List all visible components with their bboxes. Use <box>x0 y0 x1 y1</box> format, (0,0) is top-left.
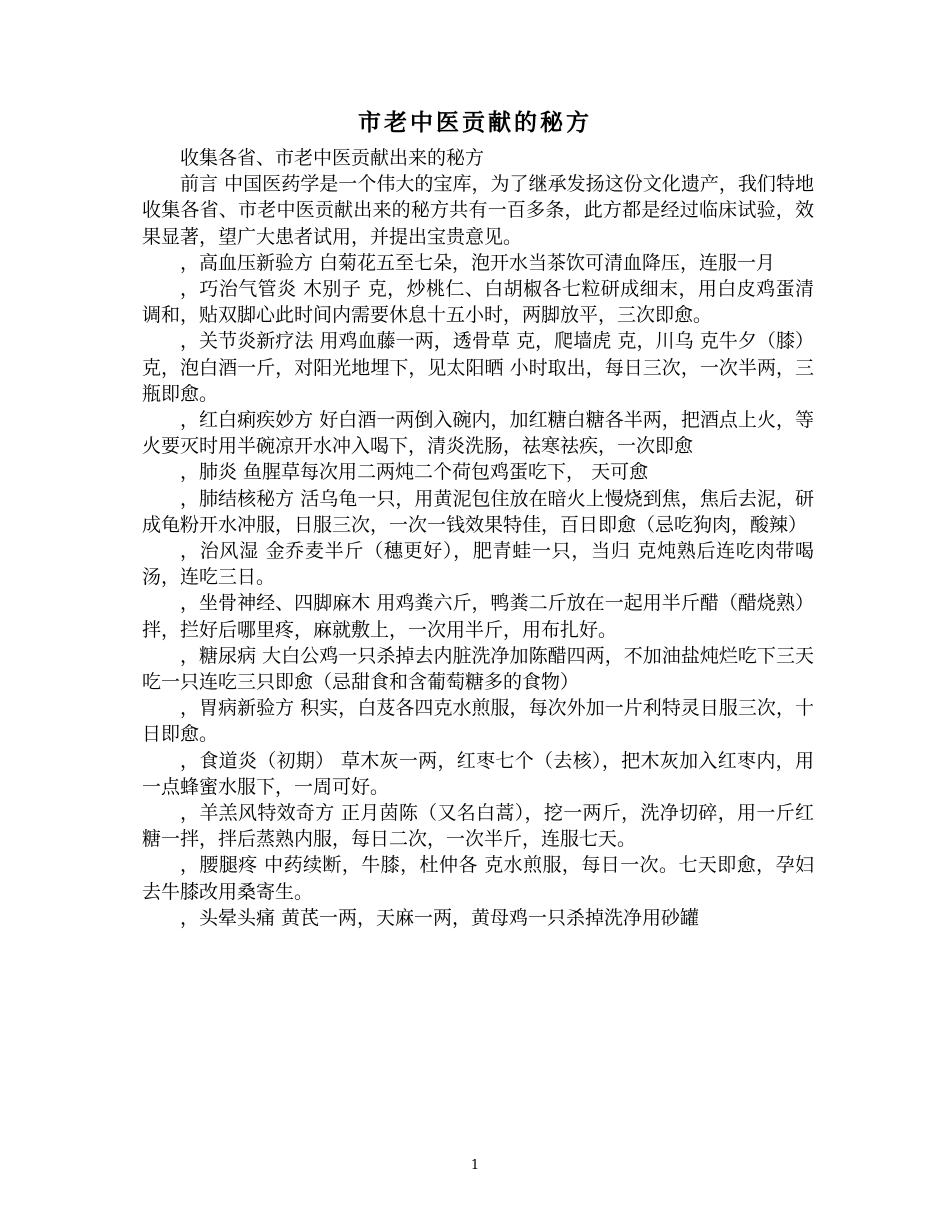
paragraph: ，巧治气管炎 木别子 克，炒桃仁、白胡椒各七粒研成细末，用白皮鸡蛋清调和，贴双脚心此时间内需要休息十五小时，两脚放平，三次即愈。 <box>142 278 814 327</box>
paragraph: ，羊羔风特效奇方 正月茵陈（又名白蒿），挖一两斤，洗净切碎，用一斤红糖一拌，拌后蒸熟内服，每日二次，一次半斤，连服七天。 <box>142 802 814 851</box>
paragraph: ，胃病新验方 积实，白芨各四克水煎服，每次外加一片利特灵日服三次，十日即愈。 <box>142 697 814 746</box>
document-body <box>142 145 814 931</box>
page-title: 市老中医贡献的秘方 <box>358 109 592 136</box>
paragraph: ，糖尿病 大白公鸡一只杀掉去内脏洗净加陈醋四两，不加油盐炖烂吃下三天吃一只连吃三只即愈（忌甜食和含葡萄糖多的食物） <box>142 644 814 694</box>
paragraph: ，关节炎新疗法 用鸡血藤一两，透骨草 克，爬墙虎 克，川乌 克牛夕（膝） 克，泡白酒一斤，对阳光地埋下，见太阳晒 小时取出，每日三次，一次半两，三瓶即愈。 <box>142 330 814 405</box>
paragraph: ，肺炎 鱼腥草每次用二两炖二个荷包鸡蛋吃下， 天可愈 <box>180 461 649 484</box>
paragraph: ，坐骨神经、四脚麻木 用鸡粪六斤，鸭粪二斤放在一起用半斤醋（醋烧熟）拌，拦好后哪里疼，麻就敷上，一次用半斤，用布扎好。 <box>142 592 814 641</box>
paragraph: ，高血压新验方 白菊花五至七朵，泡开水当茶饮可清血降压，连服一月 <box>180 251 776 274</box>
paragraph: ，治风湿 金乔麦半斤（穗更好），肥青蛙一只，当归 克炖熟后连吃肉带喝汤，连吃三日。 <box>142 540 814 589</box>
page-number: 1 <box>470 1158 480 1173</box>
paragraph: ，红白痢疾妙方 好白酒一两倒入碗内，加红糖白糖各半两，把酒点上火，等火要灭时用半碗凉开水冲入喝下，清炎洗肠，祛寒祛疾，一次即愈 <box>142 409 814 458</box>
paragraph: ，肺结核秘方 活乌龟一只，用黄泥包住放在暗火上慢烧到焦，焦后去泥，研成龟粉开水冲服，日服三次，一次一钱效果特佳，百日即愈（忌吃狗肉，酸辣） <box>142 487 814 536</box>
paragraph: ，腰腿疼 中药续断，牛膝，杜仲各 克水煎服，每日一次。七天即愈，孕妇去牛膝改用桑寄生。 <box>142 854 814 903</box>
paragraph: 收集各省、市老中医贡献出来的秘方 <box>180 147 485 169</box>
paragraph: ，食道炎（初期） 草木灰一两，红枣七个（去核），把木灰加入红枣内，用一点蜂蜜水服下，一周可好。 <box>142 749 814 798</box>
paragraph: 前言 中国医药学是一个伟大的宝库，为了继承发扬这份文化遗产，我们特地收集各省、市老中医贡献出来的秘方共有一百多条，此方都是经过临床试验，效果显著，望广大患者试用，并提出宝贵意见。 <box>142 173 814 248</box>
paragraph: ，头晕头痛 黄芪一两，天麻一两，黄母鸡一只杀掉洗净用砂罐 <box>180 906 700 929</box>
